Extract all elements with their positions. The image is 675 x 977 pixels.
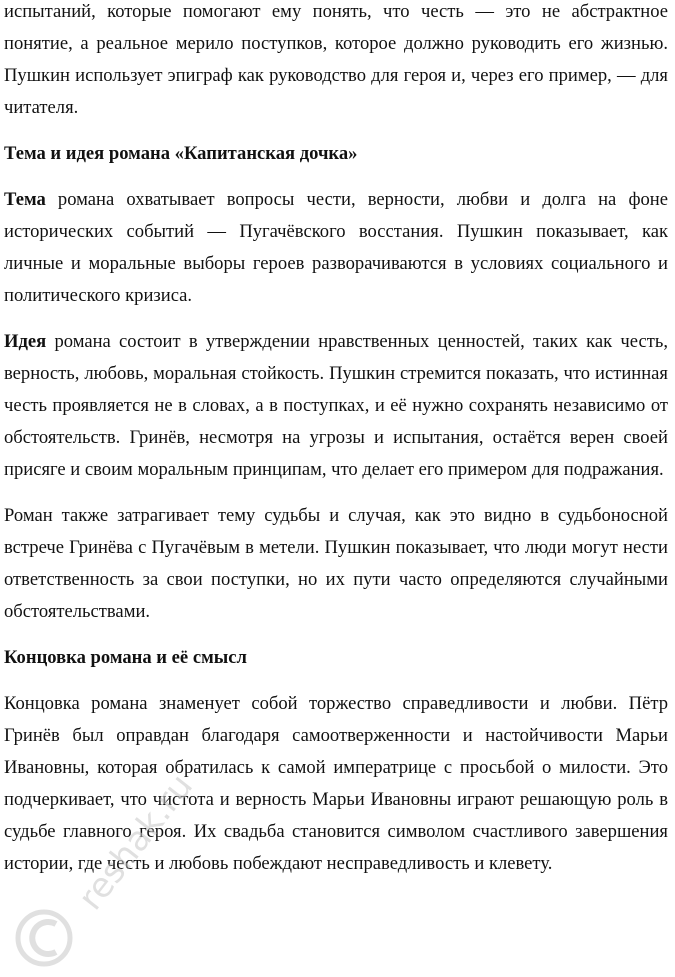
theme-term: Тема [4,189,46,210]
theme-idea-heading: Тема и идея романа «Капитанская дочка» [4,143,358,164]
idea-paragraph [4,326,668,486]
ending-paragraph: Концовка романа знаменует собой торжество справедливости и любви. Пётр Гринёв был оправдан благодаря самоотверженности и настойчивости Марьи Ивановны, которая обратилась к самой императрице с просьбой о милости. Это подчеркивает, что чистота и верность Марьи Ивановны играют решающую роль в судьбе главного героя. Их свадьба становится символом счастливого завершения истории, где честь и любовь побеждают несправедливость и клевету. [4,693,668,874]
theme-text: романа охватывает вопросы чести, верности, любви и долга на фоне исторических событий — Пугачёвского восстания. Пушкин показывает, как личные и моральные выборы героев разворачиваются в условиях социального и политического кризиса. [4,189,668,306]
watermark-text: reshak.ru [70,766,201,918]
ending-heading: Концовка романа и её смысл [4,647,247,668]
idea-term: Идея [4,331,47,352]
intro-paragraph: испытаний, которые помогают ему понять, что честь — это не абстрактное понятие, а реальное мерило поступков, которое должно руководить его жизнью. Пушкин использует эпиграф как руководство для героя и, через его пример, — для читателя. [4,1,668,118]
theme-paragraph [4,184,668,312]
document-page [4,0,668,894]
idea-text: романа состоит в утверждении нравственных ценностей, таких как честь, верность, любовь, моральная стойкость. Пушкин стремится показать, что истинная честь проявляется не в словах, а в поступках, и её нужно сохранять независимо от обстоятельств. Гринёв, несмотря на угрозы и испытания, остаётся верен своей присяге и своим моральным принципам, что делает его примером для подражания. [4,331,668,480]
fate-paragraph: Роман также затрагивает тему судьбы и случая, как это видно в судьбоносной встрече Гринёва с Пугачёвым в метели. Пушкин показывает, что люди могут нести ответственность за свои поступки, но их пути часто определяются случайными обстоятельствами. [4,505,668,622]
